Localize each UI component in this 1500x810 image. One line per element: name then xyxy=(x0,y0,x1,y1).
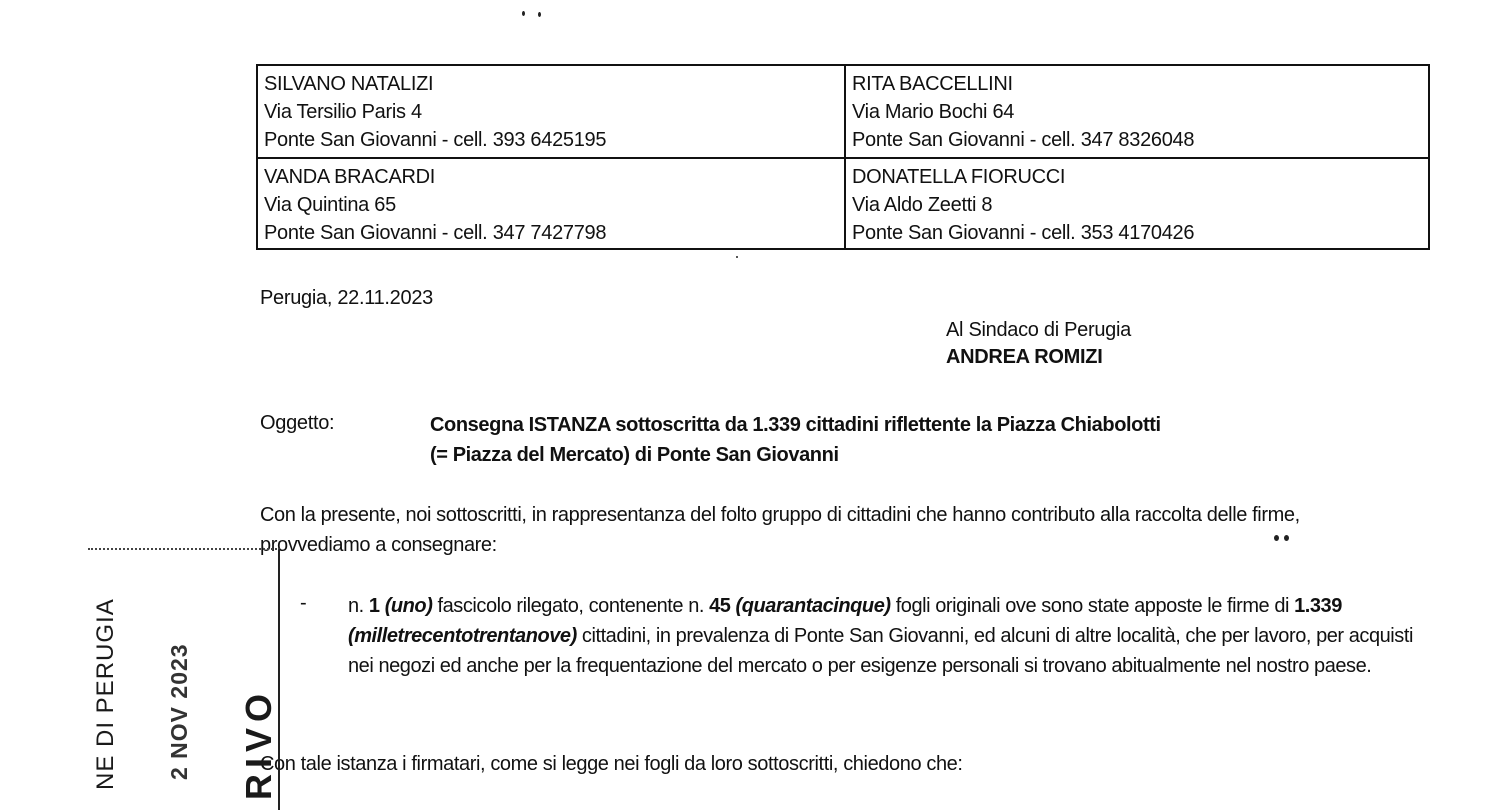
item-count: 1.339 xyxy=(1294,595,1342,617)
senders-table xyxy=(256,64,1430,250)
stamp-office: NE DI PERUGIA xyxy=(92,598,119,790)
sender-cell xyxy=(258,157,844,248)
sender-address: Via Aldo Zeetti 8 xyxy=(852,194,993,216)
subject-line: (= Piazza del Mercato) di Ponte San Giovanni xyxy=(430,444,839,466)
recipient-title: Al Sindaco di Perugia xyxy=(946,319,1131,341)
item-count-words: (milletrecentotrentanove) xyxy=(348,625,577,647)
sender-address: Via Tersilio Paris 4 xyxy=(264,101,422,123)
scan-speck xyxy=(522,11,525,16)
scan-speck xyxy=(1274,535,1279,541)
sender-address: Via Quintina 65 xyxy=(264,194,396,216)
scan-speck xyxy=(538,12,541,17)
sender-name: VANDA BRACARDI xyxy=(264,166,436,188)
recipient-name: ANDREA ROMIZI xyxy=(946,346,1103,368)
item-count-words: (uno) xyxy=(384,595,433,617)
item-text: n. xyxy=(348,595,369,617)
list-bullet: - xyxy=(300,592,307,614)
sender-name: SILVANO NATALIZI xyxy=(264,73,434,95)
place-date: Perugia, 22.11.2023 xyxy=(260,287,433,309)
item-count: 45 xyxy=(709,595,731,617)
stamp-date: 2 NOV 2023 xyxy=(166,643,192,780)
recipient-block xyxy=(946,317,1131,371)
scan-speck xyxy=(1284,535,1289,541)
sender-cell xyxy=(258,66,844,157)
sender-contact: Ponte San Giovanni - cell. 393 6425195 xyxy=(264,129,607,151)
item-text: cittadini, in prevalenza di Ponte San Giovanni, ed alcuni di altre località, che per lavoro, per acquisti nei negozi ed anche per la frequentazione del mercato o per esigenze personali si trovano abitualmente nel nostro paese. xyxy=(348,625,1413,677)
subject-label: Oggetto: xyxy=(260,412,335,434)
item-text: fogli originali ove sono state apposte le firme di xyxy=(890,595,1295,617)
closing-paragraph: Con tale istanza i firmatari, come si legge nei fogli da loro sottoscritti, chiedono che: xyxy=(260,753,963,775)
item-count: 1 xyxy=(368,595,380,617)
item-text: fascicolo rilegato, contenente n. xyxy=(432,595,710,617)
subject-line: Consegna ISTANZA sottoscritta da 1.339 cittadini riflettente la Piazza Chiabolotti xyxy=(430,414,1161,436)
sender-cell xyxy=(844,157,1430,248)
sender-contact: Ponte San Giovanni - cell. 347 8326048 xyxy=(852,129,1195,151)
sender-name: DONATELLA FIORUCCI xyxy=(852,166,1066,188)
intro-paragraph: Con la presente, noi sottoscritti, in rappresentanza del folto gruppo di cittadini che hanno contributo alla raccolta delle firme, provvediamo a consegnare: xyxy=(260,504,1300,556)
sender-contact: Ponte San Giovanni - cell. 347 7427798 xyxy=(264,222,607,244)
item-count-words: (quarantacinque) xyxy=(735,595,891,617)
sender-cell xyxy=(844,66,1430,157)
sender-address: Via Mario Bochi 64 xyxy=(852,101,1015,123)
list-item xyxy=(348,591,1428,681)
sender-contact: Ponte San Giovanni - cell. 353 4170426 xyxy=(852,222,1195,244)
sender-name: RITA BACCELLINI xyxy=(852,73,1013,95)
stamp-arrivo: RIVO xyxy=(238,687,279,800)
scan-speck xyxy=(736,256,738,258)
subject-text xyxy=(430,410,1161,470)
